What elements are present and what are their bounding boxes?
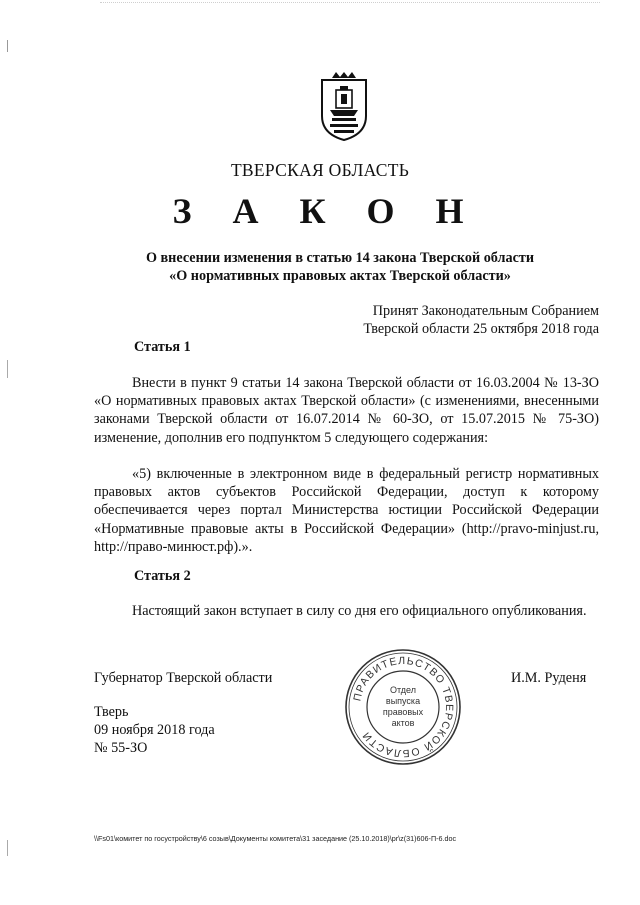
file-path-footer: \\Fs01\комитет по госустройству\6 созыв\Документы комитета\31 заседание (25.10.2018)\pr\z(31)606-П-6.doc bbox=[94, 834, 457, 843]
official-stamp bbox=[343, 647, 463, 767]
adoption-line: Принят Законодательным Собранием bbox=[372, 303, 599, 319]
adoption-note bbox=[300, 302, 599, 338]
document-subtitle bbox=[120, 249, 560, 285]
article-2-text: Настоящий закон вступает в силу со дня его официального опубликования. bbox=[132, 603, 587, 619]
scan-artifact-margin bbox=[7, 40, 8, 52]
stamp-line: актов bbox=[391, 718, 415, 728]
stamp-line: Отдел bbox=[389, 685, 417, 695]
document-title: З А К О Н bbox=[172, 191, 480, 231]
article-1-quote: «5) включенные в электронном виде в федеральный регистр нормативных правовых актов субъектов Российской Федерации, доступ к которому обеспечивается через портал Министерства юстиции Российской Федерации «Нормативные правовые акты в Российской Федерации» (http://pravo-minjust.ru, http://право-минюст.рф).». bbox=[94, 466, 599, 555]
stamp-line: правовых bbox=[382, 707, 424, 717]
stamp-line: выпуска bbox=[385, 696, 421, 706]
signing-place: Тверь bbox=[94, 704, 129, 720]
article-1-text: Внести в пункт 9 статьи 14 закона Тверской области от 16.03.2004 № 13-ЗО «О нормативных правовых актах Тверской области» (с изменениями, внесенными законами Тверской области от 16.07.2014 № 60-ЗО, от 15.07.2015 № 75-ЗО) изменение, дополнив его подпунктом 5 следующего содержания: bbox=[94, 375, 599, 446]
governor-label: Губернатор Тверской области bbox=[94, 670, 273, 686]
governor-name: И.М. Руденя bbox=[511, 670, 587, 686]
article-1-heading: Статья 1 bbox=[134, 339, 191, 355]
subtitle-line: О внесении изменения в статью 14 закона Тверской области bbox=[145, 250, 535, 266]
signing-date: 09 ноября 2018 года bbox=[94, 722, 215, 738]
law-number: № 55-ЗО bbox=[94, 740, 148, 756]
subtitle-line: «О нормативных правовых актах Тверской области» bbox=[169, 268, 511, 284]
scan-artifact-margin bbox=[7, 840, 8, 856]
scan-artifact-top bbox=[100, 2, 600, 9]
stamp-ring-text: ПРАВИТЕЛЬСТВО ТВЕРСКОЙ ОБЛАСТИ bbox=[351, 654, 456, 760]
article-2-heading: Статья 2 bbox=[134, 568, 191, 584]
region-heading: ТВЕРСКАЯ ОБЛАСТЬ bbox=[230, 160, 410, 180]
tver-coat-of-arms-icon bbox=[318, 72, 370, 142]
scan-artifact-margin bbox=[7, 360, 8, 378]
adoption-line: Тверской области 25 октября 2018 года bbox=[363, 321, 599, 337]
